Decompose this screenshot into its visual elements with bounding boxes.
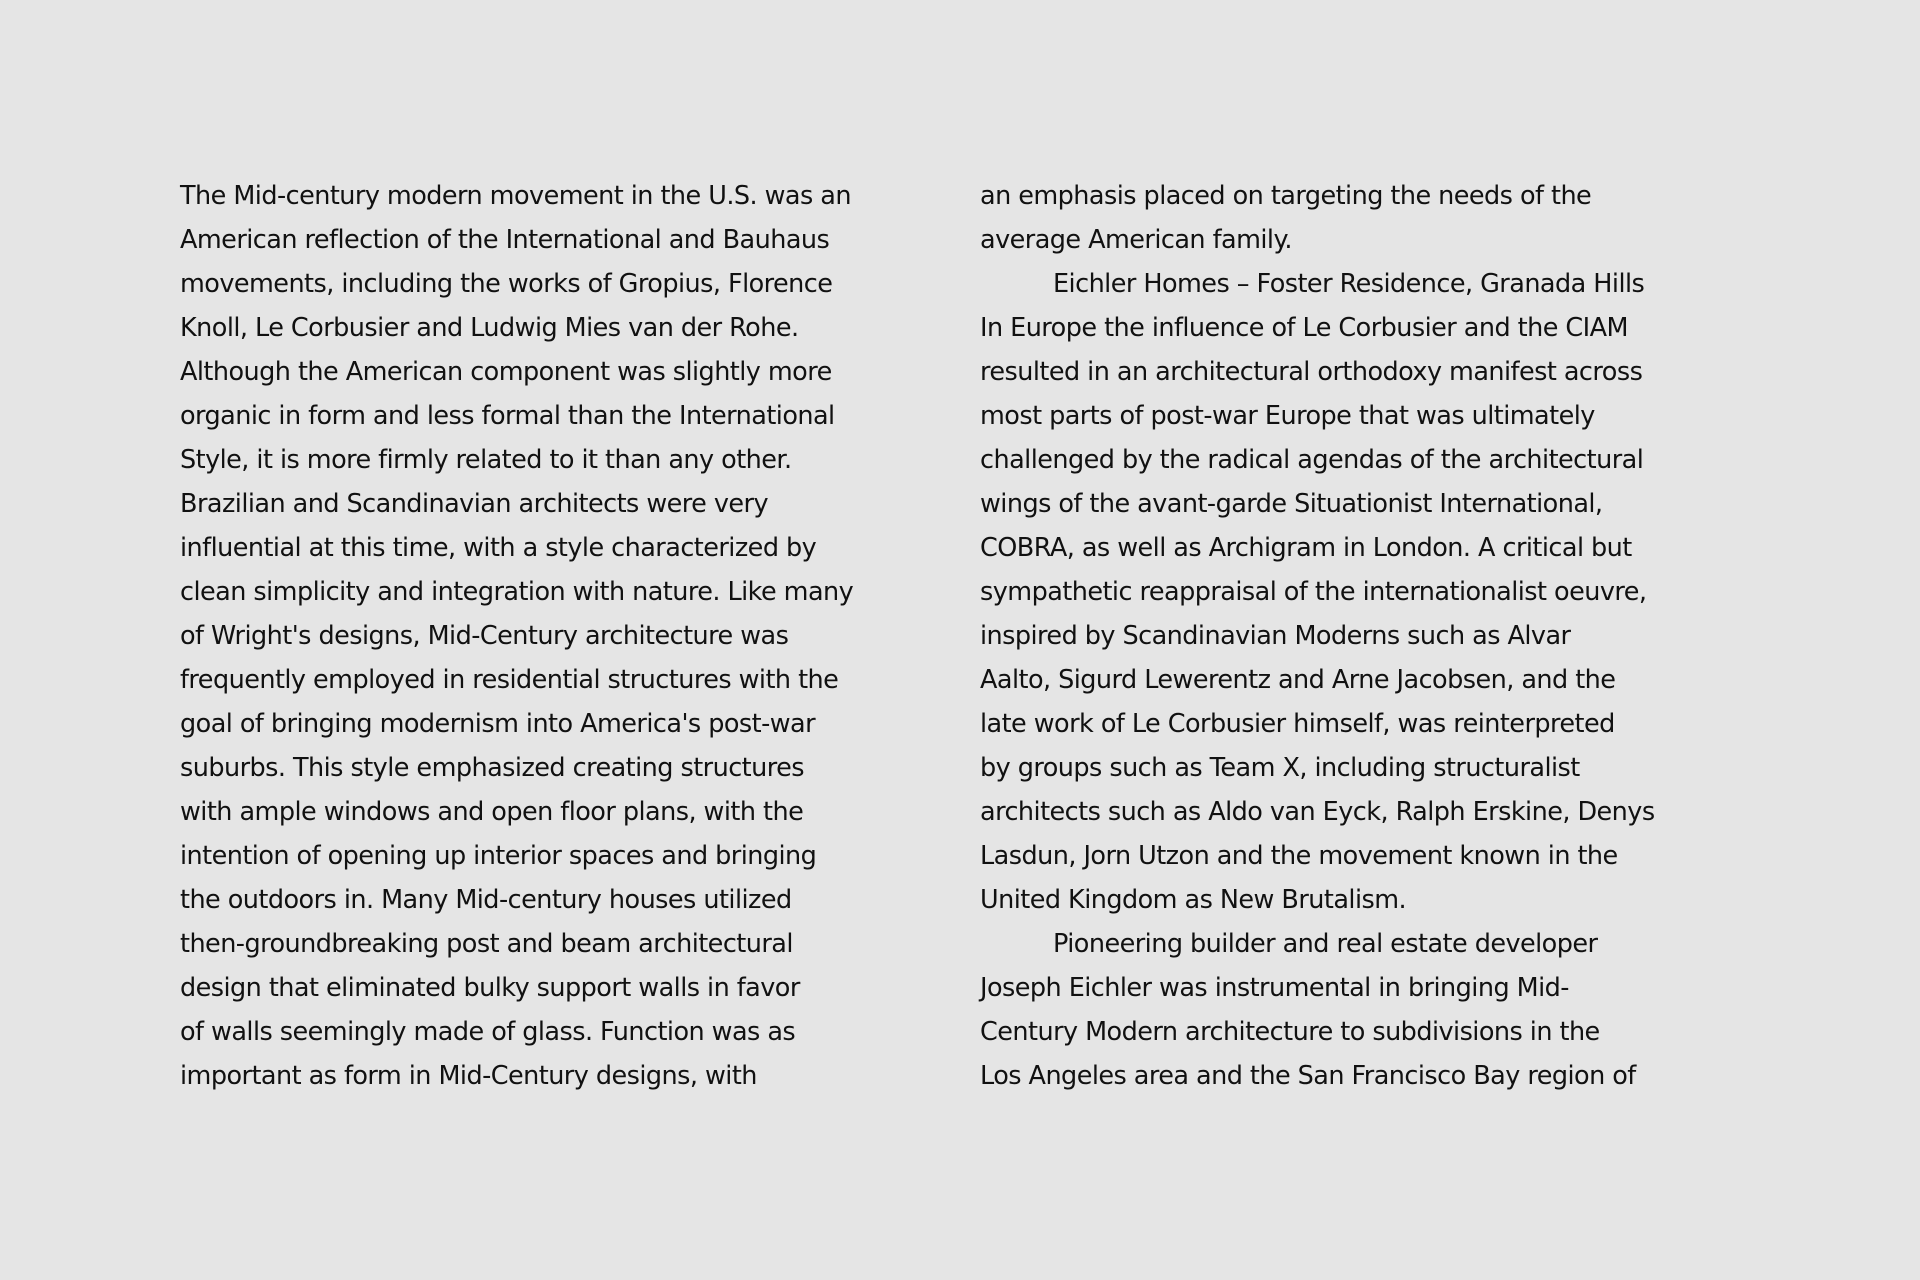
text-line: an emphasis placed on targeting the needs of the [980,181,1592,211]
paragraph-first-line: Eichler Homes – Foster Residence, Granada Hills [1053,269,1645,299]
text-line: Style, it is more firmly related to it than any other. [180,445,792,475]
text-line: by groups such as Team X, including structuralist [980,753,1580,783]
text-line: In Europe the influence of Le Corbusier and the CIAM [980,313,1628,343]
text-line: Los Angeles area and the San Francisco Bay region of [980,1061,1636,1091]
text-line: most parts of post-war Europe that was ultimately [980,401,1595,431]
text-line: inspired by Scandinavian Moderns such as Alvar [980,621,1571,651]
text-line: late work of Le Corbusier himself, was reinterpreted [980,709,1615,739]
text-line: resulted in an architectural orthodoxy manifest across [980,357,1643,387]
text-line: Century Modern architecture to subdivisions in the [980,1017,1600,1047]
paragraph-first-line: Pioneering builder and real estate developer [1053,929,1598,959]
text-line: Although the American component was slightly more [180,357,832,387]
text-line: the outdoors in. Many Mid-century houses utilized [180,885,792,915]
text-line: of Wright's designs, Mid-Century architecture was [180,621,789,651]
text-line: then-groundbreaking post and beam architectural [180,929,793,959]
text-line: COBRA, as well as Archigram in London. A critical but [980,533,1632,563]
text-line: suburbs. This style emphasized creating structures [180,753,804,783]
text-line: with ample windows and open floor plans, with the [180,797,804,827]
text-line: Knoll, Le Corbusier and Ludwig Mies van der Rohe. [180,313,799,343]
text-line: sympathetic reappraisal of the internationalist oeuvre, [980,577,1647,607]
text-line: goal of bringing modernism into America's post-war [180,709,816,739]
text-line: influential at this time, with a style characterized by [180,533,817,563]
text-line: of walls seemingly made of glass. Function was as [180,1017,796,1047]
text-line: Joseph Eichler was instrumental in bringing Mid- [980,973,1569,1003]
text-column-right [980,174,1750,1098]
text-line: movements, including the works of Gropius, Florence [180,269,833,299]
text-line: wings of the avant-garde Situationist International, [980,489,1603,519]
text-line: Brazilian and Scandinavian architects were very [180,489,769,519]
text-line: frequently employed in residential structures with the [180,665,839,695]
text-line: Aalto, Sigurd Lewerentz and Arne Jacobsen, and the [980,665,1616,695]
text-line: design that eliminated bulky support walls in favor [180,973,800,1003]
text-line: United Kingdom as New Brutalism. [980,885,1407,915]
text-line: average American family. [980,225,1292,255]
text-line: intention of opening up interior spaces and bringing [180,841,817,871]
text-line: challenged by the radical agendas of the architectural [980,445,1644,475]
text-line: American reflection of the International and Bauhaus [180,225,830,255]
text-line: organic in form and less formal than the International [180,401,835,431]
text-line: clean simplicity and integration with nature. Like many [180,577,854,607]
text-column-left [180,174,950,1098]
text-line: important as form in Mid-Century designs, with [180,1061,757,1091]
text-line: The Mid-century modern movement in the U.S. was an [180,181,851,211]
text-line: architects such as Aldo van Eyck, Ralph Erskine, Denys [980,797,1655,827]
text-line: Lasdun, Jorn Utzon and the movement known in the [980,841,1618,871]
